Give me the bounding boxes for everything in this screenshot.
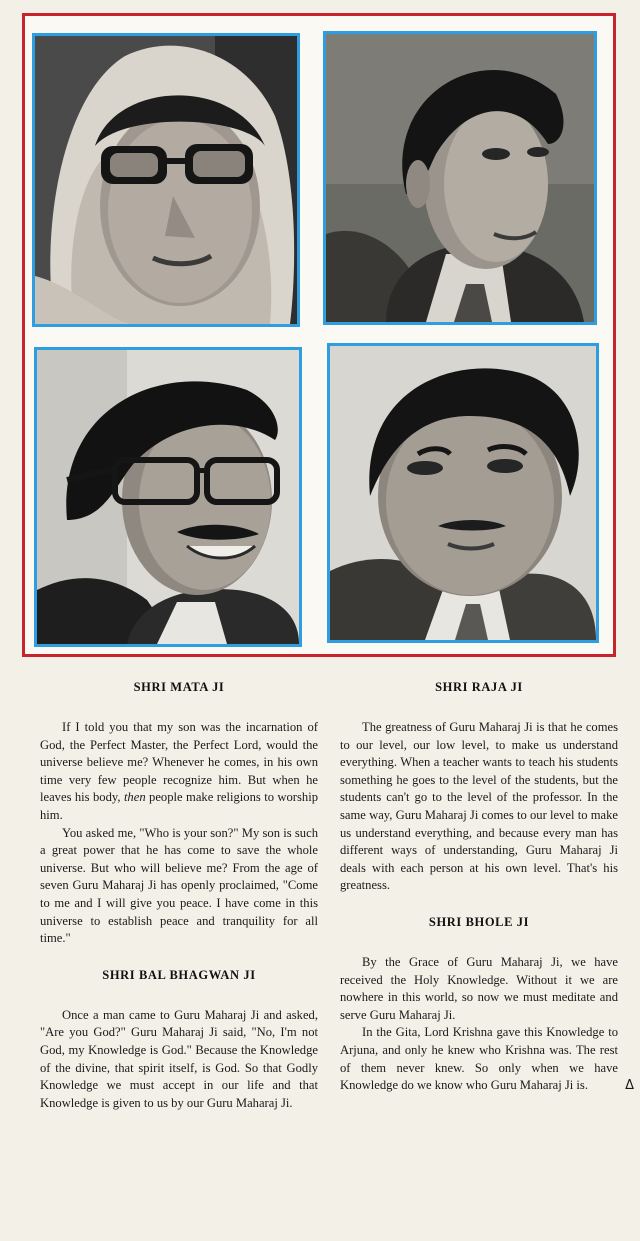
bhole-paragraph-2 (340, 1024, 634, 1094)
bal-paragraph-1: Once a man came to Guru Maharaj Ji and asked, "Are you God?" Guru Maharaj Ji said, "No, I'm not God, my Knowledge is God." Because the Knowledge of the divine, that spirit itself, is God. So that Godly Knowledge we must accept in our life and that Knowledge is given to us by our Guru Maharaj Ji. (40, 1007, 318, 1110)
left-column (40, 680, 318, 1112)
photo-shri-bhole-ji (327, 343, 599, 643)
raja-paragraph-1: The greatness of Guru Maharaj Ji is that he comes to our level, our low level, to make us understand everything. When a teacher wants to teach his students something he goes to the level of the students, but the students can't go to the level of the professor. In the same way, Guru Maharaj Ji comes to our level to make us understand everything, and because every man has different ways of understanding, Guru Maharaj Ji deals with each person at his own level. That's his greatness. (340, 720, 618, 893)
bhole-p2-text: In the Gita, Lord Krishna gave this Knowledge to Arjuna, and only he knew who Krishna was. The rest of them never knew. So only when we have Knowledge do we know who Guru Maharaj Ji is. (340, 1025, 618, 1093)
mata-paragraph-1 (40, 719, 318, 825)
end-of-article-icon: Δ (625, 1078, 634, 1094)
mata-paragraph-2: You asked me, "Who is your son?" My son is such a great power that he has come to save the whole universe. But who will believe me? From the age of seven Guru Maharaj Ji has openly proclaimed, "Come to me and I will give you peace. I have come in this universe to establish peace and tranquility for all time." (40, 825, 318, 946)
section-title-shri-bhole-ji: SHRI BHOLE JI (428, 914, 530, 929)
section-title-shri-bal-bhagwan-ji: SHRI BAL BHAGWAN JI (102, 967, 256, 982)
photo-frame (22, 13, 616, 657)
photo-shri-raja-ji (323, 31, 597, 325)
section-title-shri-mata-ji: SHRI MATA JI (133, 680, 225, 694)
photo-shri-mata-ji (32, 33, 300, 327)
photo-shri-bal-bhagwan-ji (34, 347, 302, 647)
section-title-shri-raja-ji: SHRI RAJA JI (435, 680, 523, 694)
mata-p1-text-b: people make religions to worship him. (40, 790, 318, 822)
right-column (340, 680, 634, 1095)
mata-p1-emphasis: then (123, 790, 146, 805)
mata-p1-text-a: If I told you that my son was the incarnation of God, the Perfect Master, the Perfect Lord, would the universe believe me? Whenever he comes, in his own time very few people recognize him. But when he leaves his body, (40, 720, 318, 805)
bhole-paragraph-1: By the Grace of Guru Maharaj Ji, we have received the Holy Knowledge. Without it we are nowhere in this world, so now we must meditate and serve Guru Maharaj Ji. (340, 954, 618, 1022)
